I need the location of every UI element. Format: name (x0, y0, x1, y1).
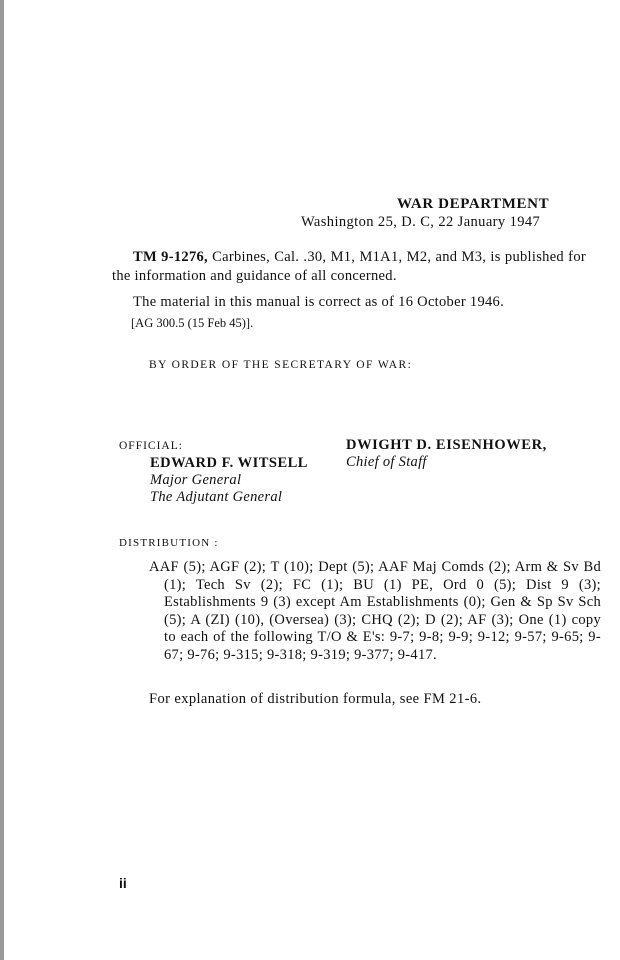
chief-title: Chief of Staff (346, 454, 427, 470)
by-order-line: BY ORDER OF THE SECRETARY OF WAR: (149, 359, 413, 371)
dateline: Washington 25, D. C, 22 January 1947 (301, 214, 541, 230)
page-number: ii (119, 875, 127, 891)
department-heading: WAR DEPARTMENT (397, 196, 550, 212)
official-label: OFFICIAL: (119, 440, 183, 452)
correct-as-of-text: The material in this manual is correct as of 16 October 1946. (133, 294, 505, 310)
distribution-label: DISTRIBUTION : (119, 537, 219, 549)
chief-name: DWIGHT D. EISENHOWER, (346, 437, 547, 453)
distribution-explanation: For explanation of distribution formula, see FM 21-6. (149, 691, 482, 707)
official-rank: Major General (150, 472, 242, 488)
ag-reference: [AG 300.5 (15 Feb 45)]. (131, 316, 254, 330)
tm-number: TM 9-1276, (133, 249, 208, 265)
page-edge (0, 0, 4, 960)
official-name: EDWARD F. WITSELL (150, 455, 308, 471)
intro-paragraph (112, 248, 586, 286)
intro-text: Carbines, Cal. .30, M1, M1A1, M2, and M3, is published for the information and guidance of all concerned. (112, 249, 586, 284)
official-title: The Adjutant General (150, 489, 283, 505)
distribution-text: AAF (5); AGF (2); T (10); Dept (5); AAF Maj Comds (2); Arm & Sv Bd (1); Tech Sv (2); FC (1); BU (1) PE, Ord 0 (5); Dist 9 (3); Establishments 9 (3) except Am Establishments (0); Gen & Sp Sv Sch (5); A (ZI) (10), (Oversea) (3); CHQ (2); D (2); AF (3); One (1) copy to each of the following T/O & E's: 9-7; 9-8; 9-9; 9-12; 9-57; 9-65; 9-67; 9-76; 9-315; 9-318; 9-319; 9-377; 9-417. (149, 559, 601, 663)
